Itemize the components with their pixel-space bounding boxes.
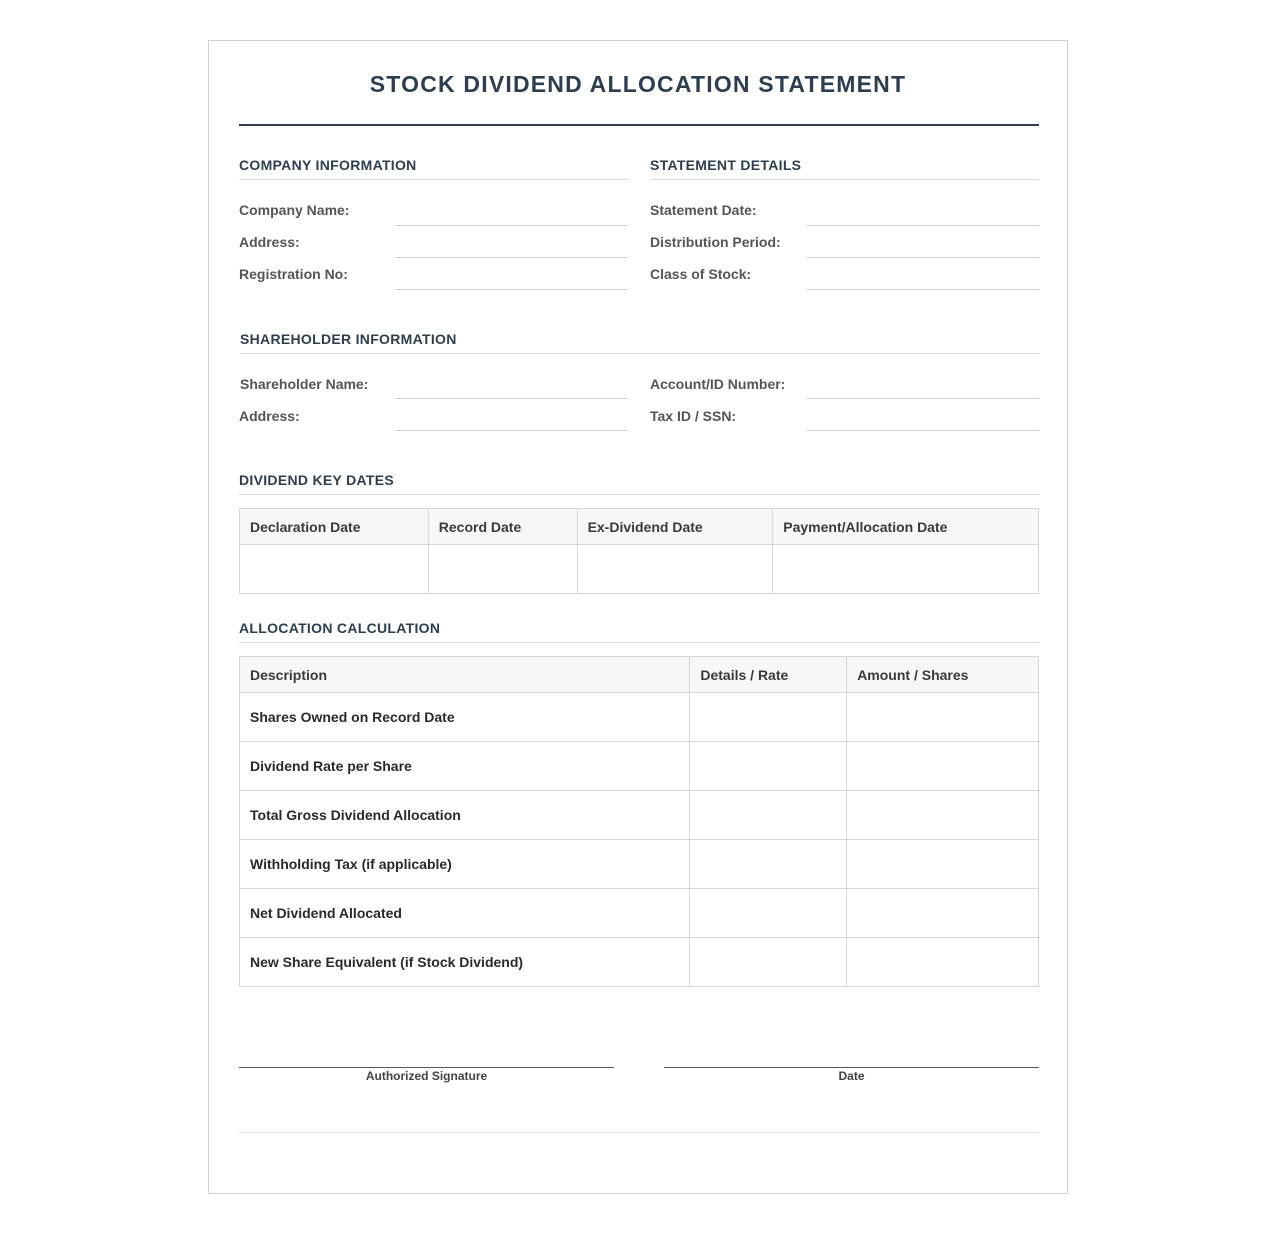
table-row xyxy=(240,791,1039,840)
company-name-field[interactable] xyxy=(395,225,628,226)
statement-date-field[interactable] xyxy=(806,225,1039,226)
table-row xyxy=(240,840,1039,889)
registration-no-field[interactable] xyxy=(395,289,628,290)
allocation-table xyxy=(239,656,1039,987)
table-row xyxy=(240,889,1039,938)
tax-id-label: Tax ID / SSN: xyxy=(650,408,737,424)
statement-details-heading: STATEMENT DETAILS xyxy=(650,157,1039,180)
class-of-stock-label: Class of Stock: xyxy=(650,266,752,282)
company-information-heading: COMPANY INFORMATION xyxy=(239,157,628,180)
signature-date-line[interactable] xyxy=(664,1067,1039,1068)
shareholder-information-heading: SHAREHOLDER INFORMATION xyxy=(240,331,1039,354)
ex-dividend-date-cell[interactable] xyxy=(577,545,773,594)
title-divider xyxy=(239,124,1039,126)
payment-allocation-date-header: Payment/Allocation Date xyxy=(773,509,1039,545)
table-row xyxy=(240,742,1039,791)
shareholder-address-field[interactable] xyxy=(395,430,628,431)
shareholder-name-label: Shareholder Name: xyxy=(240,376,369,392)
account-id-field[interactable] xyxy=(806,398,1039,399)
authorized-signature-label: Authorized Signature xyxy=(365,1069,488,1083)
key-dates-header-row xyxy=(240,509,1039,545)
row-amount-cell[interactable] xyxy=(847,840,1039,889)
distribution-period-field[interactable] xyxy=(806,257,1039,258)
authorized-signature-line[interactable] xyxy=(239,1067,614,1068)
allocation-header-row xyxy=(240,657,1039,693)
row-details-cell[interactable] xyxy=(690,840,847,889)
row-details-cell[interactable] xyxy=(690,889,847,938)
distribution-period-label: Distribution Period: xyxy=(650,234,781,250)
row-details-cell[interactable] xyxy=(690,742,847,791)
signature-date-label: Date xyxy=(838,1069,865,1083)
record-date-header: Record Date xyxy=(428,509,577,545)
payment-allocation-date-cell[interactable] xyxy=(773,545,1039,594)
row-details-cell[interactable] xyxy=(690,938,847,987)
description-header: Description xyxy=(240,657,690,693)
amount-shares-header: Amount / Shares xyxy=(847,657,1039,693)
registration-no-label: Registration No: xyxy=(239,266,348,282)
row-description: Net Dividend Allocated xyxy=(240,889,690,938)
row-description: New Share Equivalent (if Stock Dividend) xyxy=(240,938,690,987)
shareholder-name-field[interactable] xyxy=(395,398,628,399)
key-dates-entry-row xyxy=(240,545,1039,594)
class-of-stock-field[interactable] xyxy=(806,289,1039,290)
company-address-label: Address: xyxy=(239,234,300,250)
row-amount-cell[interactable] xyxy=(847,889,1039,938)
row-amount-cell[interactable] xyxy=(847,742,1039,791)
record-date-cell[interactable] xyxy=(428,545,577,594)
shareholder-address-label: Address: xyxy=(239,408,300,424)
tax-id-field[interactable] xyxy=(806,430,1039,431)
row-description: Dividend Rate per Share xyxy=(240,742,690,791)
allocation-calculation-heading: ALLOCATION CALCULATION xyxy=(239,620,1039,643)
row-description: Total Gross Dividend Allocation xyxy=(240,791,690,840)
table-row xyxy=(240,938,1039,987)
details-rate-header: Details / Rate xyxy=(690,657,847,693)
statement-date-label: Statement Date: xyxy=(650,202,757,218)
row-details-cell[interactable] xyxy=(690,791,847,840)
statement-page xyxy=(208,40,1068,1194)
page-title: STOCK DIVIDEND ALLOCATION STATEMENT xyxy=(369,71,907,97)
company-name-label: Company Name: xyxy=(239,202,350,218)
ex-dividend-date-header: Ex-Dividend Date xyxy=(577,509,773,545)
dividend-key-dates-heading: DIVIDEND KEY DATES xyxy=(239,472,1039,495)
declaration-date-header: Declaration Date xyxy=(240,509,429,545)
declaration-date-cell[interactable] xyxy=(240,545,429,594)
row-amount-cell[interactable] xyxy=(847,791,1039,840)
row-amount-cell[interactable] xyxy=(847,938,1039,987)
row-description: Shares Owned on Record Date xyxy=(240,693,690,742)
table-row xyxy=(240,693,1039,742)
company-address-field[interactable] xyxy=(395,257,628,258)
row-description: Withholding Tax (if applicable) xyxy=(240,840,690,889)
key-dates-table xyxy=(239,508,1039,594)
footer-divider xyxy=(239,1132,1039,1133)
row-details-cell[interactable] xyxy=(690,693,847,742)
row-amount-cell[interactable] xyxy=(847,693,1039,742)
account-id-label: Account/ID Number: xyxy=(650,376,786,392)
